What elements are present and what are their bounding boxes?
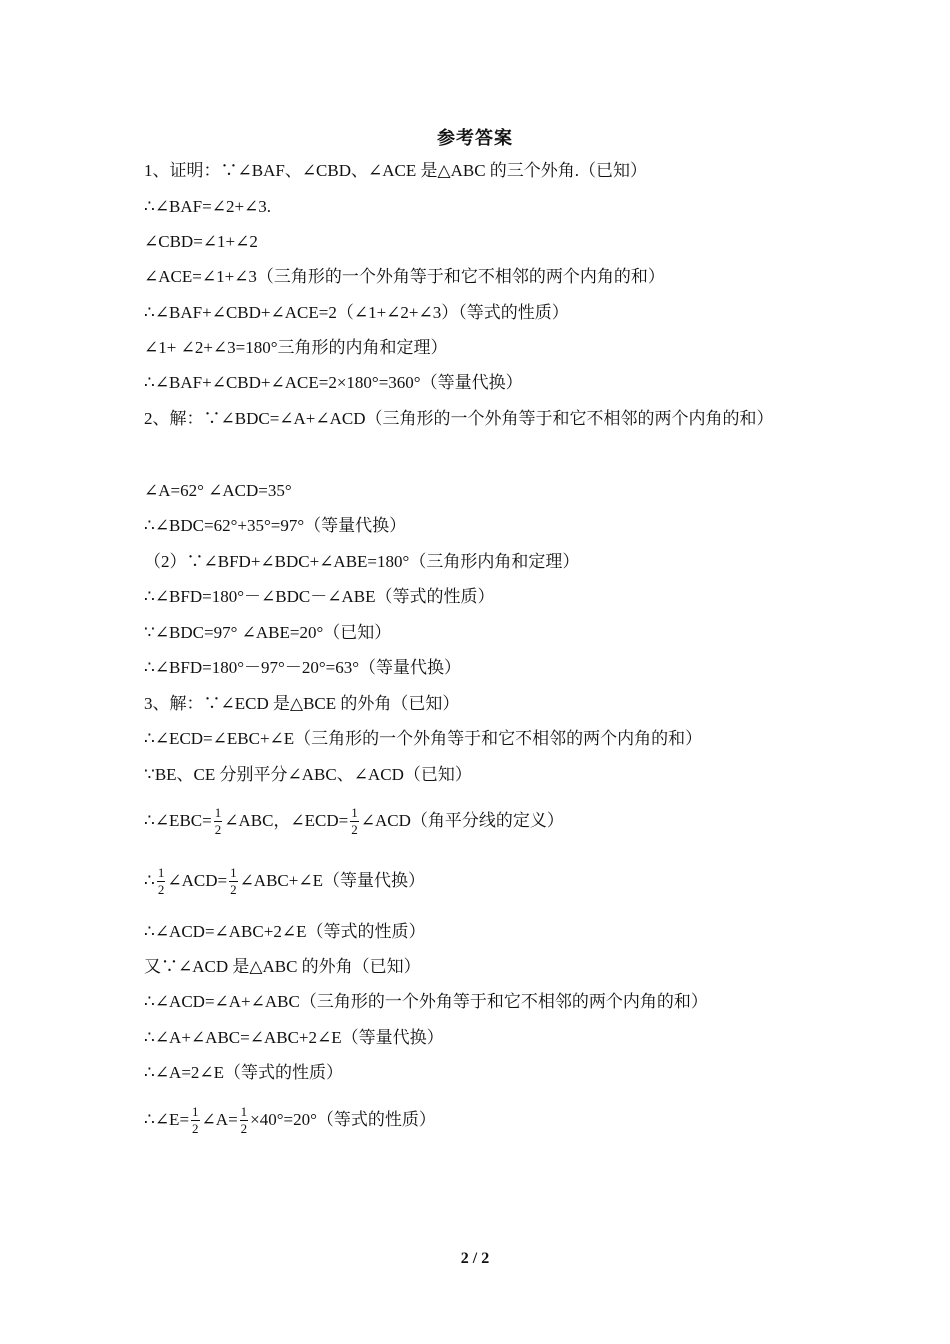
page-title: 参考答案 (437, 128, 513, 148)
text-line: 2、解：∵∠BDC=∠A+∠ACD（三角形的一个外角等于和它不相邻的两个内角的和） (144, 409, 774, 428)
fraction-numerator: 1 (157, 864, 165, 880)
text-line: ∴∠BAF+∠CBD+∠ACE=2×180°=360°（等量代换） (144, 373, 523, 392)
fraction-line-text: ∠ACD（角平分线的定义） (360, 811, 564, 830)
text-line: ∴∠A=2∠E（等式的性质） (144, 1063, 344, 1082)
fraction-line-text: ∠ABC，∠ECD= (224, 811, 349, 830)
fraction-numerator: 1 (351, 804, 358, 820)
text-line: ∴∠A+∠ABC=∠ABC+2∠E（等量代换） (144, 1028, 444, 1047)
fraction-numerator: 1 (240, 1103, 248, 1119)
fraction-one-half (350, 805, 359, 838)
text-line: ∴∠BAF+∠CBD+∠ACE=2（∠1+∠2+∠3）（等式的性质） (144, 303, 569, 322)
fraction-line-text: ∠ACD= (167, 871, 228, 890)
text-line: 又∵∠ACD 是△ABC 的外角（已知） (144, 957, 421, 976)
text-line: ∵∠BDC=97° ∠ABE=20°（已知） (144, 623, 392, 642)
text-line: ∴∠ACD=∠A+∠ABC（三角形的一个外角等于和它不相邻的两个内角的和） (144, 992, 708, 1011)
fraction-denominator: 2 (230, 881, 237, 897)
fraction-numerator: 1 (214, 804, 222, 820)
fraction-numerator: 1 (230, 864, 237, 880)
fraction-numerator: 1 (192, 1103, 199, 1119)
fraction-denominator: 2 (351, 821, 358, 837)
text-line: ∴∠BDC=62°+35°=97°（等量代换） (144, 516, 407, 535)
fraction-denominator: 2 (240, 1120, 248, 1136)
fraction-one-half (214, 805, 223, 838)
text-line: ∴∠BAF=∠2+∠3. (144, 197, 272, 216)
page-number: 2 / 2 (460, 1250, 490, 1267)
text-line: ∴∠BFD=180°－∠BDC－∠ABE（等式的性质） (144, 587, 495, 606)
text-line: 3、解：∵∠ECD 是△BCE 的外角（已知） (144, 694, 460, 713)
text-line: ∴∠ECD=∠EBC+∠E（三角形的一个外角等于和它不相邻的两个内角的和） (144, 729, 703, 748)
fraction-line-text: ×40°=20°（等式的性质） (250, 1110, 436, 1129)
fraction-one-half (191, 1104, 200, 1137)
text-line: ∠A=62° ∠ACD=35° (144, 481, 292, 500)
text-line: ∴∠ACD=∠ABC+2∠E（等式的性质） (144, 922, 426, 941)
text-line: ∠1+ ∠2+∠3=180°三角形的内角和定理） (144, 338, 448, 357)
fraction-one-half (240, 1104, 249, 1137)
text-line: ∠CBD=∠1+∠2 (144, 232, 258, 251)
fraction-one-half (157, 865, 166, 898)
fraction-line-text: ∠ABC+∠E（等量代换） (239, 871, 425, 890)
text-line: 1、证明：∵∠BAF、∠CBD、∠ACE 是△ABC 的三个外角.（已知） (144, 161, 648, 180)
text-line: ∵BE、CE 分别平分∠ABC、∠ACD（已知） (144, 765, 472, 784)
text-line: ∠ACE=∠1+∠3（三角形的一个外角等于和它不相邻的两个内角的和） (144, 267, 665, 286)
fraction-line (144, 859, 425, 903)
fraction-line-text: ∴∠E= (144, 1110, 190, 1129)
fraction-line (144, 1098, 436, 1142)
fraction-denominator: 2 (214, 821, 222, 837)
fraction-denominator: 2 (192, 1120, 199, 1136)
fraction-denominator: 2 (157, 881, 165, 897)
fraction-line-text: ∴∠EBC= (144, 811, 212, 830)
fraction-line-text: ∠A= (201, 1110, 238, 1129)
text-line: ∴∠BFD=180°－97°－20°=63°（等量代换） (144, 658, 461, 677)
fraction-line-text: ∴ (144, 871, 155, 890)
text-line: （2）∵∠BFD+∠BDC+∠ABE=180°（三角形内角和定理） (144, 552, 580, 571)
fraction-line (144, 799, 564, 843)
fraction-one-half (229, 865, 238, 898)
